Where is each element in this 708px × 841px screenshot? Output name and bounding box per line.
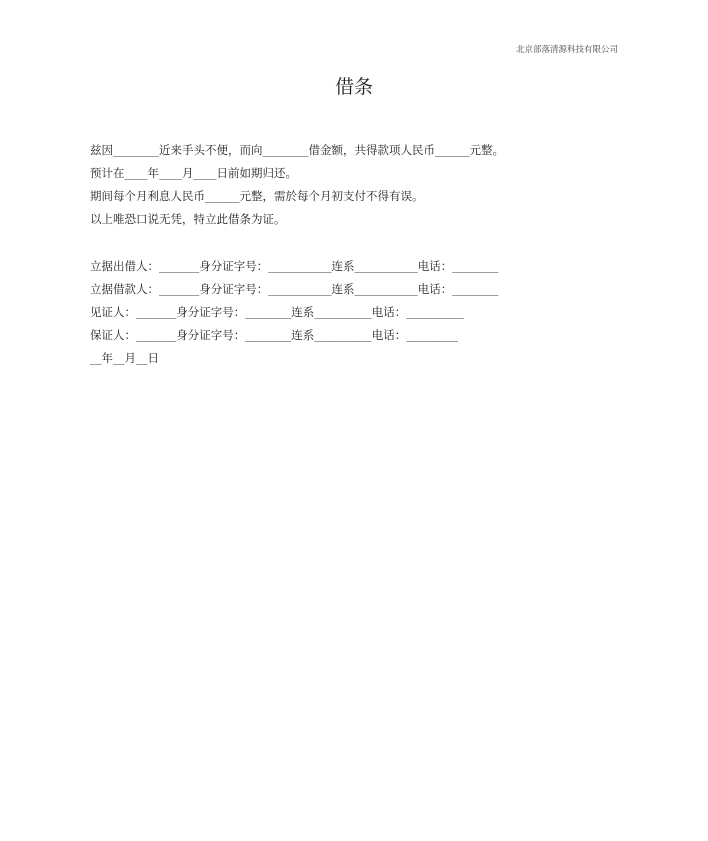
body-line-reason: 兹因________近来手头不便，而向________借金额，共得款项人民币______元整。 [90, 143, 504, 157]
date-line: __年__月__日 [90, 351, 159, 365]
party-line-witness: 见证人：_______身分证字号：________连系__________电话：__________ [90, 305, 464, 319]
header-company: 北京部落清源科技有限公司 [515, 45, 618, 55]
party-line-borrower: 立据借款人：_______身分证字号：___________连系___________电话：________ [90, 282, 499, 296]
party-line-guarantor: 保证人：_______身分证字号：________连系__________电话：_________ [90, 328, 458, 342]
document-title: 借条 [334, 76, 373, 98]
body-line-interest: 期间每个月利息人民币______元整，需於每个月初支付不得有误。 [90, 189, 424, 203]
body-line-proof: 以上唯恐口说无凭，特立此借条为证。 [90, 212, 286, 226]
body-line-repay-date: 预计在____年____月____日前如期归还。 [90, 166, 297, 180]
party-line-lender: 立据出借人：_______身分证字号：___________连系___________电话：________ [90, 259, 499, 273]
